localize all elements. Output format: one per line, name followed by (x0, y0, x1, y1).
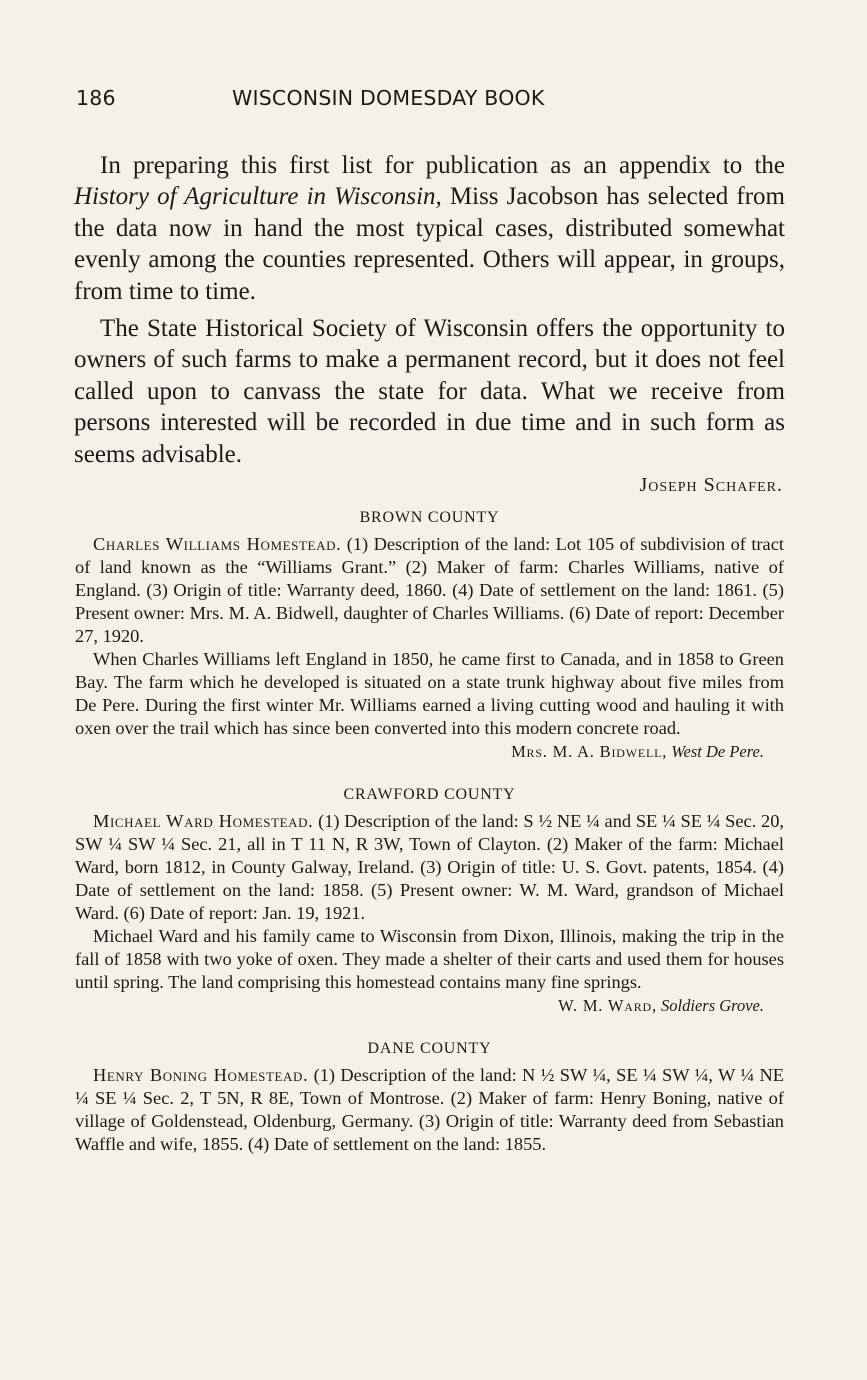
county-block-dane (75, 1037, 784, 1156)
homestead-name: Michael Ward Homestead. (93, 811, 314, 831)
county-heading: DANE COUNTY (367, 1040, 492, 1057)
reporter-name: W. M. Ward, (558, 996, 657, 1015)
intro-text: In preparing this first list for publication as an appendix to the (100, 152, 785, 179)
report-signature (75, 740, 784, 763)
homestead-narrative: When Charles Williams left England in 1850, he came first to Canada, and in 1858 to Green Bay. The farm which he developed is situated on a state trunk highway about five miles from De Pere. During the first winter Mr. Williams earned a living cutting wood and hauling it with oxen over the trail which has since been converted into this modern concrete road. (75, 649, 784, 738)
homestead-description (75, 1064, 784, 1156)
homestead-narrative: Michael Ward and his family came to Wisconsin from Dixon, Illinois, making the trip in the fall of 1858 with two yoke of oxen. They made a shelter of their carts and used them for houses until spring. The land comprising this homestead contains many fine springs. (75, 926, 784, 992)
reporter-name: Mrs. M. A. Bidwell, (511, 742, 668, 761)
intro-paragraph-1 (74, 150, 785, 307)
homestead-description (75, 810, 784, 925)
report-signature (75, 994, 784, 1017)
county-entries (75, 506, 784, 1156)
reporter-place: West De Pere. (667, 742, 764, 761)
description-text: (1) Description of the land: Lot 105 of subdivision of tract of land known as the “Williams Grant.” (2) Maker of farm: Charles Williams, native of England. (3) Origin of title: Warranty deed, 1860. (4) Date of settlement on the land: 1861. (5) Present owner: Mrs. M. A. Bidwell, daughter of Charles Williams. (6) Date of report: December 27, 1920. (75, 534, 784, 646)
homestead-name: Charles Williams Homestead. (93, 534, 342, 554)
description-text: (1) Description of the land: N ½ SW ¼, SE ¼ SW ¼, W ¼ NE ¼ SE ¼ Sec. 2, T 5N, R 8E, Town of Montrose. (2) Maker of farm: Henry Boning, native of village of Goldenstead, Oldenburg, Germany. (3) Origin of title: Warranty deed from Sebastian Waffle and wife, 1855. (4) Date of settlement on the land: 1855. (75, 1065, 784, 1154)
county-heading: CRAWFORD COUNTY (343, 786, 516, 803)
page-number: 186 (76, 86, 116, 110)
book-title-italic: History of Agriculture in Wisconsin, (74, 183, 442, 211)
reporter-place: Soldiers Grove. (656, 996, 764, 1015)
description-text: (1) Description of the land: S ½ NE ¼ and SE ¼ SE ¼ Sec. 20, SW ¼ SW ¼ Sec. 21, all in T 11 N, R 3W, Town of Clayton. (2) Maker of the farm: Michael Ward, born 1812, in County Galway, Ireland. (3) Origin of title: U. S. Govt. patents, 1854. (4) Date of settlement on the land: 1858. (5) Present owner: W. M. Ward, grandson of Michael Ward. (6) Date of report: Jan. 19, 1921. (75, 811, 784, 923)
county-heading: BROWN COUNTY (359, 509, 500, 526)
intro-signature: Joseph Schafer. (639, 474, 783, 497)
running-title: WISCONSIN DOMESDAY BOOK (232, 86, 545, 110)
county-block-brown (75, 506, 784, 763)
county-block-crawford (75, 783, 784, 1017)
intro-text: Miss Jacobson has selected from the data now in hand the most typical cases, distributed somewhat evenly among the counties represented. Others will appear, in groups, from time to time. (74, 183, 785, 305)
intro-section (74, 150, 785, 501)
homestead-name: Henry Boning Homestead. (93, 1065, 309, 1085)
intro-paragraph-2: The State Historical Society of Wisconsin offers the opportunity to owners of such farms to make a permanent record, but it does not feel called upon to canvass the state for data. What we receive from persons interested will be recorded in due time and in such form as seems advisable. (74, 315, 785, 468)
homestead-description (75, 533, 784, 648)
